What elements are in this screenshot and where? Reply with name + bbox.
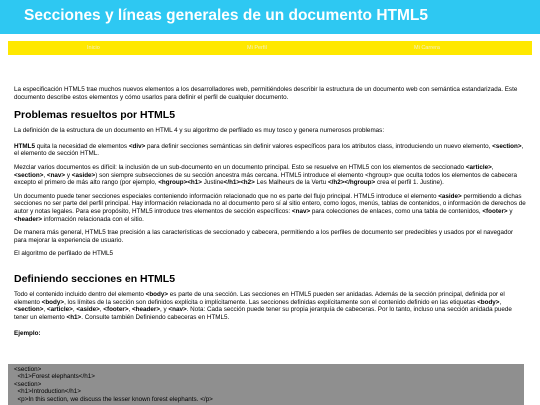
nav-link-perfil[interactable]: Mi Perfil <box>246 45 267 51</box>
section-heading-problemas: Problemas resueltos por HTML5 <box>14 109 176 122</box>
code-line: <h1>Forest elephants</h1> <box>14 373 95 381</box>
problemas-paragraph-5: De manera más general, HTML5 trae precisión a las características de seccionado y cabecera, permitiendo a los perfiles de documento ser predecibles y usados por el navegador para mejorar la experiencia de usuario. <box>14 229 514 244</box>
section-heading-definiendo: Definiendo secciones en HTML5 <box>14 272 176 285</box>
nav-link-carrera[interactable]: Mi Carrera <box>414 45 440 51</box>
code-line: <section> <box>14 380 42 388</box>
code-example-block <box>8 364 524 405</box>
definiendo-paragraph-1: Todo el contenido incluido dentro del elemento <body> es parte de una sección. Las secciones en HTML5 pueden ser anidadas. Además de la sección principal, definida por el elemento <body>, los límites de la sección son definidos explícita o implícitamente. Las secciones definidas explícitamente son el contenido definido en las etiquetas <body>, <section>, <article>, <aside>, <footer>, <header>, y <nav>. Nota: Cada sección puede tener su propia jerarquía de cabeceras. Por lo tanto, incluso una sección anidada puede tener un elemento <h1>. Consulte también Definiendo cabeceras en HTML5. <box>14 290 512 321</box>
code-line: <p>In this section, we discuss the lesser known forest elephants. </p> <box>14 395 213 403</box>
code-line: <h1>Introduction</h1> <box>14 388 81 396</box>
example-label: Ejemplo: <box>14 330 41 338</box>
intro-paragraph: La especificación HTML5 trae muchos nuevos elementos a los desarrolladores web, permitiéndoles describir la estructura de un documento web con semántica estandarizada. Este documento describe estos elementos y cómo usarlos para definir el perfil de cualquier documento. <box>14 86 518 101</box>
problemas-paragraph-4: Un documento puede tener secciones especiales conteniendo información relacionado que no es parte del flujo principal. HTML5 introduce el elemento <aside> permitiendo a dichas secciones no ser parte del perfil principal. Hay información relacionada no al documento pero sí al sitio entero, como logos, menús, tablas de contenidos, o información de derechos de autor y notas legales. Para ese propósito, HTML5 introduce tres elementos de sección específicos: <nav> para colecciones de enlaces, como una tabla de contenidos, <footer> y <header> información relacionada con el sitio. <box>14 192 526 223</box>
nav-link-inicio[interactable]: Inicio <box>87 45 100 51</box>
problemas-paragraph-2: HTML5 quita la necesidad de elementos <div> para definir secciones semánticas sin definir valores específicos para los atributos class, introduciendo un nuevo elemento, <section>, el elemento de sección HTML. <box>14 142 524 158</box>
code-line: <section> <box>14 366 42 373</box>
problemas-paragraph-6: El algoritmo de perfilado de HTML5 <box>14 250 114 258</box>
page-title: Secciones y líneas generales de un documento HTML5 <box>24 7 428 24</box>
problemas-paragraph-1: La definición de la estructura de un documento en HTML 4 y su algoritmo de perfilado es muy tosco y genera numerosos problemas: <box>14 127 385 135</box>
main-nav <box>8 41 532 55</box>
problemas-paragraph-3: Mezclar varios documentos es difícil: la inclusión de un sub-documento en un documento principal. Esto se resuelve en HTML5 con los elementos de seccionado <article>, <section>, <nav> y <aside>) son siempre subsecciones de su sección ancestra más cercana. HTML5 introduce el elemento <hgroup> que oculta todos los elementos de cabecera excepto el primero de más alto rango (por ejemplo, <hgroup><h1> Justine</h1><h2> Les Malheurs de la Vertu </h2></hgroup> crea el perfil 1. Justine). <box>14 163 518 187</box>
page-banner <box>0 0 540 34</box>
main-content <box>14 86 526 338</box>
